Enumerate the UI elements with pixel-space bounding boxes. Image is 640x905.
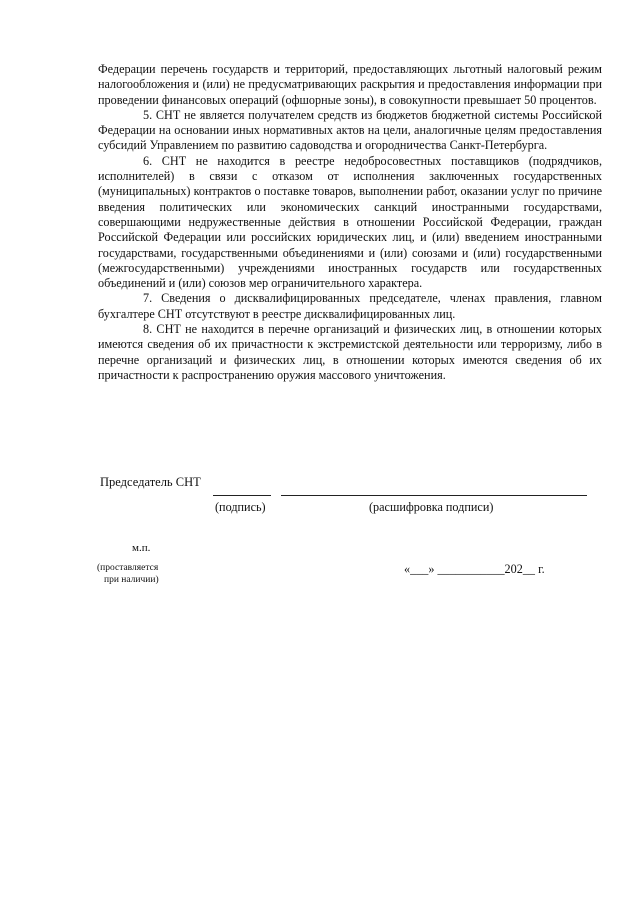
paragraph-5-budget-funds: 5. СНТ не является получателем средств из бюджетов бюджетной системы Российской Федерации на основании иных нормативных актов на цели, аналогичные целям предоставления субсидий Управлением по развитию садоводства и огородничества Санкт-Петербурга. [98,107,602,153]
document-body [98,62,602,383]
paragraph-offshore-continuation: Федерации перечень государств и территорий, предоставляющих льготный налоговый режим налогообложения и (или) не предусматривающих раскрытия и предоставления информации при проведении финансовых операций (офшорные зоны), в совокупности превышает 50 процентов. [98,62,602,107]
chairman-label: Председатель СНТ [100,475,201,489]
paragraph-7-disqualified-persons: 7. Сведения о дисквалифицированных председателе, членах правления, главном бухгалтере СНТ отсутствуют в реестре дисквалифицированных лиц. [98,291,602,321]
decode-caption: (расшифровка подписи) [369,500,494,514]
name-decode-line [281,495,587,496]
stamp-note-line-1: (проставляется [97,563,159,573]
stamp-note-line-2: при наличии) [104,575,159,585]
date-field: «___» ___________202__ г. [404,562,545,576]
paragraph-6-unfair-suppliers: 6. СНТ не находится в реестре недобросовестных поставщиков (подрядчиков, исполнителей) в связи с отказом от исполнения заключенных государственных (муниципальных) контрактов о поставке товаров, выполнении работ, оказании услуг по причине введения политических или экономических санкций иностранными государствами, совершающими недружественные действия в отношении Российской Федерации, граждан Российской Федерации или российских юридических лиц, и (или) введением иностранными государствами, государственными объединениями и (или) союзами и (или) государственными (межгосударственными) учреждениями иностранных государств или государственных объединений и (или) союзов мер ограничительного характера. [98,153,602,291]
signature-line [213,495,271,496]
paragraph-8-extremism-list: 8. СНТ не находится в перечне организаций и физических лиц, в отношении которых имеются сведения об их причастности к экстремистской деятельности или терроризму, либо в перечне организаций и физических лиц, в отношении которых имеются сведения об их причастности к распространению оружия массового уничтожения. [98,322,602,382]
stamp-label: м.п. [132,542,151,554]
signature-caption: (подпись) [215,500,266,514]
